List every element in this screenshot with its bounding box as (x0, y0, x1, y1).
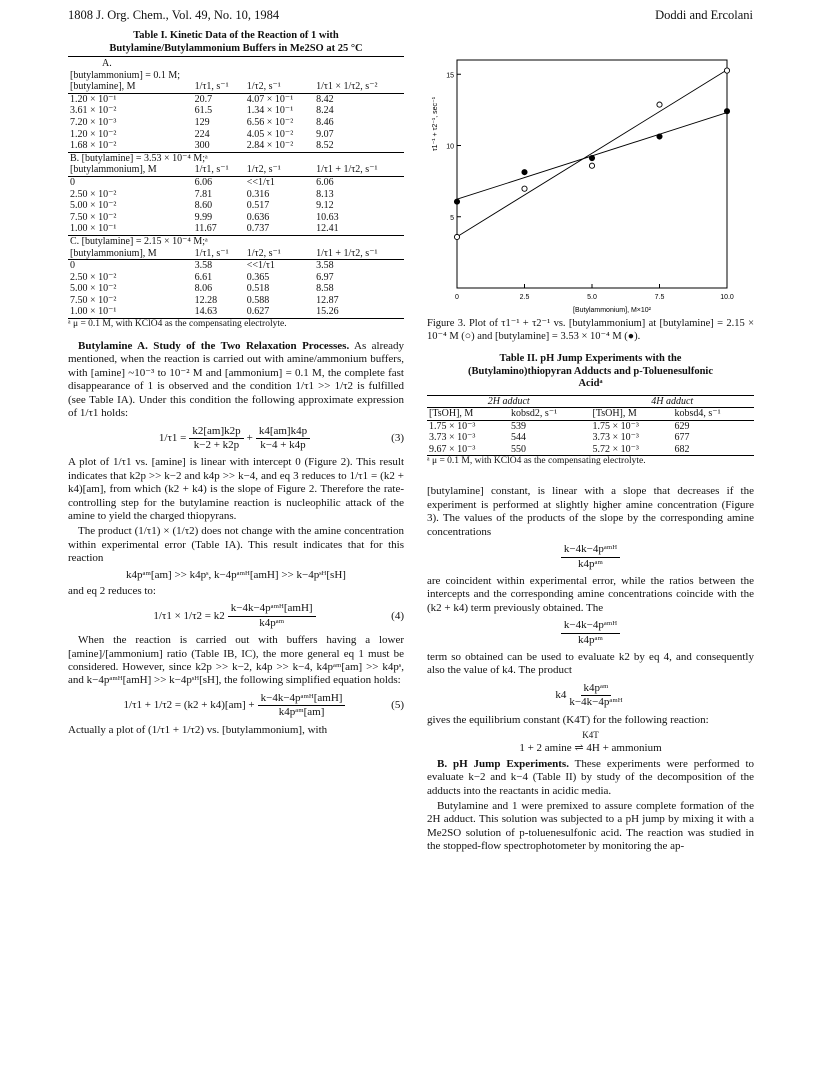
table-cell: 8.42 (316, 93, 334, 105)
table-cell: 8.46 (316, 116, 334, 128)
series-1-fit-line (457, 70, 727, 237)
eq4-number: (4) (391, 609, 404, 622)
table-cell: 224 (194, 128, 210, 140)
table1-a-body (68, 93, 404, 152)
table-cell: 0.588 (246, 294, 270, 306)
paragraph: The product (1/τ1) × (1/τ2) does not change with the amine concentration within experimental error (Table IA). This result indicates that for this reaction (68, 525, 404, 565)
frac-b-den: k4pᵃᵐ (578, 633, 603, 646)
x-tick-label: 2.5 (519, 294, 530, 301)
table-cell: 5.72 × 10⁻³ (592, 443, 639, 455)
eq5-lhs: 1/τ1 + 1/τ2 = (k2 + k4)[am] + (123, 699, 255, 712)
table-header: 1/τ1 × 1/τ2, s⁻² (316, 81, 378, 93)
product-num: k4pᵃᵐ (581, 682, 612, 696)
table-cell: 2.84 × 10⁻² (246, 140, 294, 152)
frac-a-num: k−4k−4pᵃᵐᴴ (561, 543, 620, 557)
figure3-caption: Figure 3. Plot of τ1⁻¹ + τ2⁻¹ vs. [butylammonium] at [butylamine] = 2.15 × 10⁻⁴ M (○) and [butylamine] = 3.53 × 10⁻⁴ M (●). (427, 318, 754, 342)
eq3-den1: k−2 + k2p (193, 438, 240, 451)
product-pre: k4 (555, 688, 567, 701)
table-cell: 9.12 (316, 200, 334, 212)
table-row (68, 272, 404, 284)
table-cell: 0.737 (246, 223, 270, 235)
paragraph: and eq 2 reduces to: (68, 584, 156, 597)
table-row (68, 176, 404, 188)
table-cell: 5.00 × 10⁻² (70, 200, 117, 212)
paragraph: As already mentioned, when the reaction is carried out with amine/ammonium buffers, with [amine] ~10⁻³ to 10⁻² M and [ammonium] = 0.1 M, the complete fast disappearance of 1 is observed and the condition 1/τ1 >> 1/τ2 is fulfilled (see Table IA). Under this condition the following approximate expression of 1/τ1 holds: (68, 340, 405, 420)
paragraph: are coincident within experimental error, while the ratios between the intercepts and the corresponding amine concentrations coincide with the (k2 + k4) term previously obtained. The (427, 574, 754, 614)
table-header: 1/τ1 + 1/τ2, s⁻¹ (316, 164, 378, 176)
paragraph: These experiments were performed to evaluate k−2 and k−4 (Table II) by study of the decomposition of the adducts into the reactants in acidic media. (427, 757, 754, 797)
paragraph: Actually a plot of (1/τ1 + 1/τ2) vs. [butylammonium], with (68, 723, 328, 736)
table-cell: 129 (194, 116, 210, 128)
table-cell: 8.60 (194, 200, 213, 212)
table-cell: 2.50 × 10⁻² (70, 271, 117, 283)
x-tick-label: 0 (455, 294, 459, 301)
table-cell: 12.41 (316, 223, 339, 235)
table2-caption: Table II. pH Jump Experiments with the (Butylamino)thiopyran Adducts and p-Toluenesulfonic Acidᵃ (468, 353, 713, 389)
table1-b-body (68, 176, 404, 235)
right-column (427, 318, 754, 856)
frac-b-num: k−4k−4pᵃᵐᴴ (561, 619, 620, 633)
authors-head: Doddi and Ercolani (655, 8, 753, 22)
y-axis-label: τ1⁻¹ + τ2⁻¹, sec⁻¹ (432, 96, 439, 152)
series-2-point (454, 199, 459, 204)
eq3-num1: k2[am]k2p (189, 425, 243, 439)
table-cell: 1.68 × 10⁻² (70, 140, 117, 152)
table-row (68, 129, 404, 141)
table-row (68, 93, 404, 105)
series-2-point (522, 170, 527, 175)
eq3-den2: k−4 + k4p (260, 438, 306, 451)
frac-a-den: k4pᵃᵐ (578, 557, 603, 570)
table-cell: 0.627 (246, 306, 270, 318)
table-cell: 7.50 × 10⁻² (70, 294, 117, 306)
paragraph: [butylamine] constant, is linear with a slope that decreases if the experiment is performed at slightly higher amine concentration (Figure 3). The values of the products of the slope by the corresponding amine concentrations (427, 485, 754, 538)
table-cell: 11.67 (194, 223, 217, 235)
table-header: 1/τ1 + 1/τ2, s⁻¹ (316, 247, 378, 259)
series-1-point (657, 102, 662, 107)
table-cell: 20.7 (194, 93, 213, 105)
eq4-lhs: 1/τ1 × 1/τ2 = k2 (153, 609, 225, 622)
table-cell: 629 (674, 420, 690, 432)
product-den: k−4k−4pᵃᵐᴴ (569, 696, 623, 709)
table-row (68, 306, 404, 318)
reaction-text: 1 + 2 amine ⇌ 4H + ammonium (519, 742, 662, 755)
table-cell: 7.50 × 10⁻² (70, 211, 117, 223)
table-row (68, 260, 404, 272)
table-row (68, 117, 404, 129)
table-cell: 10.63 (316, 211, 339, 223)
table-row (68, 212, 404, 224)
table1-section-b-cond: B. [butylamine] = 3.53 × 10⁻⁴ M;ᵃ (70, 152, 208, 164)
x-tick-label: 7.5 (654, 294, 665, 301)
table-cell: 0.518 (246, 283, 270, 295)
table-row (68, 223, 404, 235)
y-tick-label: 10 (446, 143, 454, 151)
table-header: kobsd2, s⁻¹ (511, 408, 558, 420)
table-row (68, 200, 404, 212)
table-cell: 550 (511, 443, 527, 455)
table-cell: 0.517 (246, 200, 270, 212)
table1-caption: Table I. Kinetic Data of the Reaction of 1 with Butylamine/Butylammonium Buffers in Me2SO at 25 °C (109, 30, 363, 54)
table-cell: 8.58 (316, 283, 334, 295)
reaction-k: K4T (582, 729, 599, 740)
table-cell: 9.67 × 10⁻³ (429, 443, 476, 455)
table-cell: 15.26 (316, 306, 339, 318)
table-cell: 3.73 × 10⁻³ (429, 432, 476, 444)
eq5-num: k−4k−4pᵃᵐᴴ[amH] (258, 692, 346, 706)
table-cell: 12.28 (194, 294, 218, 306)
eq4-num: k−4k−4pᵃᵐᴴ[amH] (228, 602, 316, 616)
eq3-number: (3) (391, 431, 404, 444)
table-cell: 3.61 × 10⁻² (70, 105, 117, 117)
y-tick-label: 15 (446, 72, 454, 80)
equation-5 (68, 692, 404, 720)
paragraph: gives the equilibrium constant (K4T) for the following reaction: (427, 713, 709, 726)
table-cell: 5.00 × 10⁻² (70, 283, 117, 295)
table-cell: 8.52 (316, 140, 334, 152)
table-header: 1/τ2, s⁻¹ (246, 81, 281, 93)
paragraph: A plot of 1/τ1 vs. [amine] is linear with intercept 0 (Figure 2). This result indicates that k2p >> k−2 and k4p >> k−4, and eq 3 reduces to 1/τ1 = (k2 + k4)[am], from which (k2 + k4) is the slope of Figure 2. Therefore the rate-controlling step for the butylamine reaction is nucleophilic attack of the amine to yield the charged thiopyrans. (68, 456, 404, 522)
table-header: 1/τ1, s⁻¹ (194, 81, 229, 93)
table-cell: 61.5 (194, 105, 213, 117)
paragraph: term so obtained can be used to evaluate k2 by eq 4, and consequently also the value of k4. The product (427, 650, 754, 677)
eq3-lhs: 1/τ1 = (158, 431, 187, 444)
left-column (68, 30, 404, 739)
table-cell: 6.56 × 10⁻² (246, 116, 294, 128)
y-tick-label: 5 (450, 214, 454, 222)
table-cell: 6.06 (194, 176, 213, 188)
series-1-point (454, 234, 459, 239)
table1-footnote: ᵃ μ = 0.1 M, with KClO4 as the compensating electrolyte. (68, 319, 287, 330)
table-cell: 1.00 × 10⁻¹ (70, 223, 117, 235)
table2-footnote: ᵃ μ = 0.1 M, with KClO4 as the compensating electrolyte. (427, 456, 646, 467)
table-header: [TsOH], M (429, 408, 474, 420)
table-cell: 1.75 × 10⁻³ (592, 420, 639, 432)
table2-body (427, 420, 754, 456)
series-1-point (522, 186, 527, 191)
table1-section-c-cond: C. [butylamine] = 2.15 × 10⁻⁴ M;ᵃ (70, 235, 208, 247)
table-cell: 677 (674, 432, 690, 444)
table-cell: 3.58 (316, 260, 334, 272)
table-cell: 0 (70, 260, 75, 272)
reaction-equation (427, 729, 754, 756)
table-cell: 0.636 (246, 211, 270, 223)
table-row (68, 105, 404, 117)
table1-section-a-label: A. (102, 58, 112, 69)
table-header: 1/τ1, s⁻¹ (194, 164, 229, 176)
table-cell: 3.58 (194, 260, 213, 272)
table-cell: 8.06 (194, 283, 213, 295)
section-heading: Butylamine A. Study of the Two Relaxation Processes. (78, 340, 350, 353)
eq5-number: (5) (391, 699, 404, 712)
table-header: 1/τ2, s⁻¹ (246, 164, 281, 176)
table-row (68, 140, 404, 152)
table-header: [butylammonium], M (70, 164, 157, 176)
equation-4 (68, 602, 404, 630)
product-expression (427, 682, 754, 710)
series-1-point (589, 163, 594, 168)
table-cell: 0 (70, 176, 75, 188)
table-cell: 4.07 × 10⁻¹ (246, 93, 294, 105)
figure-3 (427, 30, 754, 320)
table-cell: <<1/τ1 (246, 260, 275, 272)
x-tick-label: 10.0 (720, 294, 734, 301)
table-cell: 544 (511, 432, 527, 444)
paragraph: When the reaction is carried out with buffers having a lower [amine]/[ammonium] ratio (Table IB, IC), the more general eq 1 must be considered. However, since k2p >> k−2, k4p >> k−4, k4pᵃᵐ[am] >> k4pˢ, and k−4pᵃᵐᴴ[amH] >> k−4pˢᴴ[sH], the following simplified equation holds: (68, 634, 404, 687)
table-row (68, 283, 404, 295)
table-cell: 3.73 × 10⁻³ (592, 432, 639, 444)
series-2-point (657, 134, 662, 139)
table-cell: 8.13 (316, 188, 334, 200)
condition-line: k4pᵃᵐ[am] >> k4pˢ, k−4pᵃᵐᴴ[amH] >> k−4pˢᴴ[sH] (126, 568, 346, 581)
x-tick-label: 5.0 (587, 294, 597, 301)
plot-frame (457, 60, 727, 288)
table-cell: 6.06 (316, 176, 334, 188)
table1-c-body (68, 260, 404, 319)
eq3-num2: k4[am]k4p (256, 425, 310, 439)
table-cell: 682 (674, 443, 690, 455)
series-1-point (724, 68, 729, 73)
table-cell: 2.50 × 10⁻² (70, 188, 117, 200)
table-cell: <<1/τ1 (246, 176, 275, 188)
table-cell: 7.20 × 10⁻³ (70, 116, 117, 128)
fraction-b (427, 619, 754, 647)
eq4-den: k4pᵃᵐ (259, 616, 285, 629)
table-cell: 539 (511, 420, 527, 432)
table2-group1: 2H adduct (487, 395, 530, 407)
table1 (68, 56, 404, 319)
table-cell: 1.00 × 10⁻¹ (70, 306, 117, 318)
series-2-point (589, 155, 594, 160)
table1-section-a-cond: [butylammonium] = 0.1 M; (70, 69, 181, 81)
table-cell: 0.316 (246, 188, 270, 200)
table-header: [TsOH], M (592, 408, 637, 420)
table-header: [butylammonium], M (70, 247, 157, 259)
table2 (427, 395, 754, 457)
table-header: kobsd4, s⁻¹ (674, 408, 721, 420)
table-cell: 300 (194, 140, 210, 152)
figure3-chart (427, 30, 754, 315)
table-cell: 1.20 × 10⁻¹ (70, 93, 117, 105)
table-header: 1/τ2, s⁻¹ (246, 247, 281, 259)
table-cell: 4.05 × 10⁻² (246, 128, 294, 140)
eq5-den: k4pᵃᵐ[am] (278, 706, 325, 719)
x-axis-label: [Butylammonium], M×10² (573, 307, 651, 314)
series-2-point (724, 109, 729, 114)
table-cell: 7.81 (194, 188, 213, 200)
table-cell: 6.61 (194, 271, 213, 283)
table-cell: 9.07 (316, 128, 334, 140)
table-cell: 1.20 × 10⁻² (70, 128, 117, 140)
table-header: [butylamine], M (70, 81, 136, 93)
table-row (68, 189, 404, 201)
equation-3: 1/τ1 = $\frac{k2[am]k2p}{k-2 + k2p}$ + $\frac{k4[am]k4p}{k-4 + k4p}$ (3) (158, 424, 404, 451)
running-head: 1808 J. Org. Chem., Vol. 49, No. 10, 1984 (68, 8, 280, 22)
table-cell: 9.99 (194, 211, 213, 223)
table-row (427, 420, 754, 432)
paragraph: Butylamine and 1 were premixed to assure complete formation of the 2H adduct. This solution was subjected to a pH jump by mixing it with a Me2SO solution of p-toluenesulfonic acid. The reaction was studied in the stopped-flow spectrophotometer by monitoring the ap- (427, 800, 754, 853)
table-row (68, 295, 404, 307)
table-cell: 6.97 (316, 271, 334, 283)
table-row (427, 432, 754, 444)
table-header: 1/τ1, s⁻¹ (194, 247, 229, 259)
table-cell: 12.87 (316, 294, 339, 306)
table-cell: 1.34 × 10⁻¹ (246, 105, 294, 117)
table2-group2: 4H adduct (651, 395, 694, 407)
table-cell: 1.75 × 10⁻³ (429, 420, 476, 432)
table-row (427, 444, 754, 456)
fraction-a (427, 543, 754, 571)
table-cell: 8.24 (316, 105, 334, 117)
table-cell: 14.63 (194, 306, 218, 318)
section-heading: B. pH Jump Experiments. (437, 757, 569, 770)
table-cell: 0.365 (246, 271, 270, 283)
